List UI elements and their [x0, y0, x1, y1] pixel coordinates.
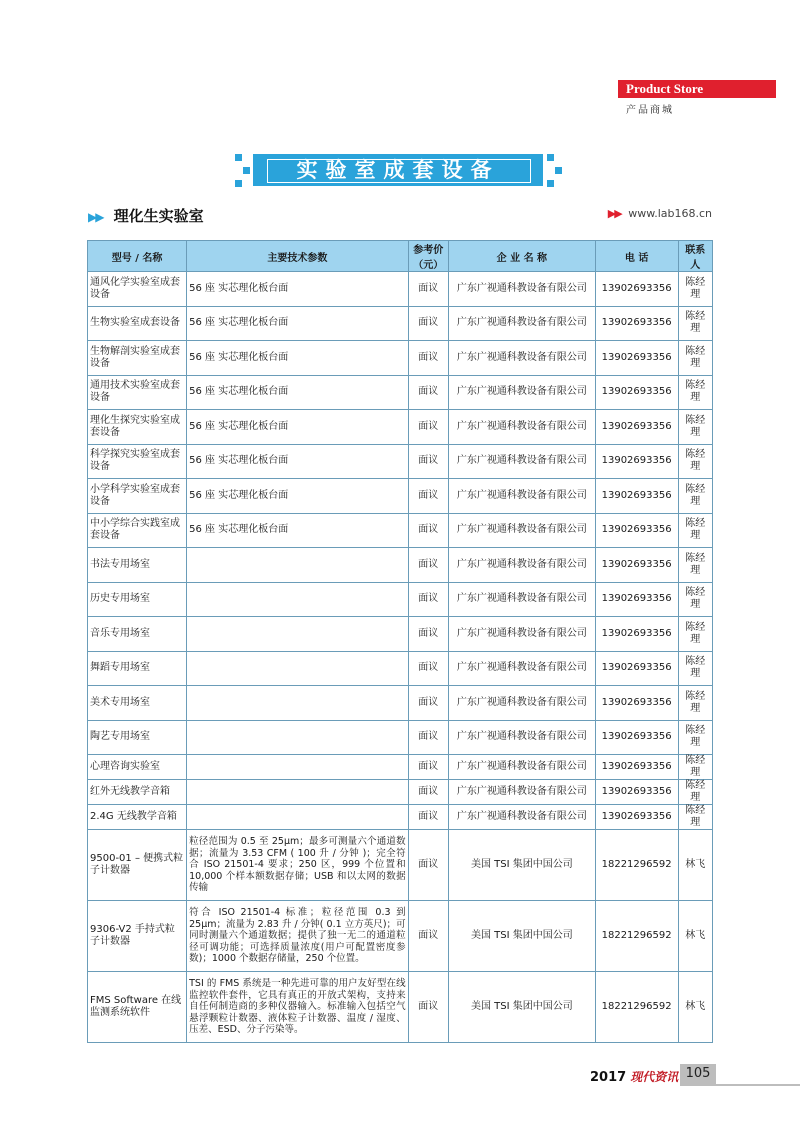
table-header-row: [88, 241, 713, 272]
row-price: 面议: [408, 805, 448, 830]
row-contact: 陈经理: [678, 617, 712, 652]
footer-year: 2017: [590, 1070, 627, 1085]
row-company: 广东广视通科教设备有限公司: [449, 651, 596, 686]
row-spec: 56 座 实芯理化板台面: [187, 444, 408, 479]
row-phone: 13902693356: [595, 755, 678, 780]
banner-square: [235, 180, 242, 187]
row-name: 中小学综合实践室成套设备: [88, 513, 187, 548]
product-store-subtitle: 产品商城: [626, 105, 674, 116]
row-contact: 陈经理: [678, 720, 712, 755]
row-phone: 13902693356: [595, 617, 678, 652]
table-row: [88, 720, 713, 755]
page-number: 105: [680, 1064, 716, 1084]
row-contact: 林飞: [678, 972, 712, 1043]
footer-magazine: 现代资讯: [630, 1070, 679, 1084]
row-name: 2.4G 无线教学音箱: [88, 805, 187, 830]
header-price: 参考价（元）: [408, 241, 448, 272]
row-phone: 13902693356: [595, 686, 678, 721]
row-phone: 13902693356: [595, 582, 678, 617]
row-company: 广东广视通科教设备有限公司: [449, 341, 596, 376]
row-spec: 粒径范围为 0.5 至 25μm；最多可测量六个通道数据；流量为 3.53 CFM ( 100 升 / 分钟 )；完全符合 ISO 21501-4 要求；250 区，999 个位置和 10,000 个样本额数据存储；USB 和以太网的数据传输: [187, 830, 408, 901]
row-company: 广东广视通科教设备有限公司: [449, 410, 596, 445]
table-row: [88, 617, 713, 652]
double-chevron-icon: ▶▶: [607, 207, 621, 220]
banner-square: [235, 154, 242, 161]
row-contact: 陈经理: [678, 686, 712, 721]
row-company: 广东广视通科教设备有限公司: [449, 272, 596, 307]
row-contact: 陈经理: [678, 410, 712, 445]
row-contact: 陈经理: [678, 780, 712, 805]
row-spec: TSI 的 FMS 系统是一种先进可靠的用户友好型在线监控软件套件，它具有真正的开放式架构，支持来自任何制造商的多种仪器输入。标准输入包括空气悬浮颗粒计数器、液体粒子计数器、温度 / 湿度、压差、ESD、分子污染等。: [187, 972, 408, 1043]
row-phone: 18221296592: [595, 972, 678, 1043]
row-phone: 18221296592: [595, 830, 678, 901]
table-row: [88, 686, 713, 721]
table-row: [88, 972, 713, 1043]
product-store-bar: [618, 80, 776, 98]
row-company: 广东广视通科教设备有限公司: [449, 686, 596, 721]
row-price: 面议: [408, 548, 448, 583]
row-company: 美国 TSI 集团中国公司: [449, 972, 596, 1043]
row-price: 面议: [408, 830, 448, 901]
table-row: [88, 780, 713, 805]
banner-square: [547, 180, 554, 187]
row-company: 广东广视通科教设备有限公司: [449, 513, 596, 548]
header-name: 型号 / 名称: [88, 241, 187, 272]
row-name: 生物解剖实验室成套设备: [88, 341, 187, 376]
row-contact: 林飞: [678, 830, 712, 901]
header-spec: 主要技术参数: [187, 241, 408, 272]
row-spec: [187, 755, 408, 780]
banner-square: [243, 167, 250, 174]
row-contact: 陈经理: [678, 479, 712, 514]
header-contact: 联系人: [678, 241, 712, 272]
header-company: 企 业 名 称: [449, 241, 596, 272]
banner-title: 实验室成套设备: [296, 158, 500, 182]
row-name: 历史专用场室: [88, 582, 187, 617]
row-contact: 陈经理: [678, 375, 712, 410]
row-name: 科学探究实验室成套设备: [88, 444, 187, 479]
row-company: 广东广视通科教设备有限公司: [449, 306, 596, 341]
row-company: 广东广视通科教设备有限公司: [449, 720, 596, 755]
row-phone: 13902693356: [595, 410, 678, 445]
row-spec: 56 座 实芯理化板台面: [187, 479, 408, 514]
row-company: 广东广视通科教设备有限公司: [449, 479, 596, 514]
table-row: [88, 513, 713, 548]
row-phone: 13902693356: [595, 479, 678, 514]
row-contact: 陈经理: [678, 306, 712, 341]
row-phone: 13902693356: [595, 720, 678, 755]
row-name: 9306-V2 手持式粒子计数器: [88, 901, 187, 972]
table-row: [88, 479, 713, 514]
row-spec: [187, 582, 408, 617]
row-price: 面议: [408, 272, 448, 307]
row-price: 面议: [408, 410, 448, 445]
row-name: 音乐专用场室: [88, 617, 187, 652]
row-phone: 13902693356: [595, 341, 678, 376]
row-company: 美国 TSI 集团中国公司: [449, 830, 596, 901]
table-row: [88, 755, 713, 780]
row-spec: [187, 548, 408, 583]
table-row: [88, 805, 713, 830]
row-price: 面议: [408, 582, 448, 617]
row-name: 小学科学实验室成套设备: [88, 479, 187, 514]
row-phone: 13902693356: [595, 805, 678, 830]
row-phone: 18221296592: [595, 901, 678, 972]
row-spec: 56 座 实芯理化板台面: [187, 513, 408, 548]
row-contact: 陈经理: [678, 755, 712, 780]
row-company: 广东广视通科教设备有限公司: [449, 617, 596, 652]
row-phone: 13902693356: [595, 513, 678, 548]
row-price: 面议: [408, 901, 448, 972]
row-contact: 林飞: [678, 901, 712, 972]
table-row: [88, 375, 713, 410]
row-name: 通用技术实验室成套设备: [88, 375, 187, 410]
row-company: 广东广视通科教设备有限公司: [449, 582, 596, 617]
row-phone: 13902693356: [595, 272, 678, 307]
double-chevron-icon: ▶▶: [88, 210, 103, 224]
row-phone: 13902693356: [595, 548, 678, 583]
row-price: 面议: [408, 720, 448, 755]
table-row: [88, 901, 713, 972]
row-spec: [187, 805, 408, 830]
row-price: 面议: [408, 306, 448, 341]
row-name: 心理咨询实验室: [88, 755, 187, 780]
row-name: 陶艺专用场室: [88, 720, 187, 755]
product-table: [87, 240, 713, 1043]
row-name: 生物实验室成套设备: [88, 306, 187, 341]
row-contact: 陈经理: [678, 651, 712, 686]
table-row: [88, 444, 713, 479]
row-name: 理化生探究实验室成套设备: [88, 410, 187, 445]
row-price: 面议: [408, 513, 448, 548]
row-spec: 56 座 实芯理化板台面: [187, 375, 408, 410]
row-company: 广东广视通科教设备有限公司: [449, 805, 596, 830]
table-row: [88, 410, 713, 445]
row-phone: 13902693356: [595, 651, 678, 686]
row-price: 面议: [408, 755, 448, 780]
row-contact: 陈经理: [678, 805, 712, 830]
site-url[interactable]: [608, 207, 712, 220]
row-name: 通风化学实验室成套设备: [88, 272, 187, 307]
row-price: 面议: [408, 341, 448, 376]
row-company: 广东广视通科教设备有限公司: [449, 444, 596, 479]
row-spec: [187, 651, 408, 686]
banner-square: [555, 167, 562, 174]
row-name: 书法专用场室: [88, 548, 187, 583]
row-price: 面议: [408, 375, 448, 410]
row-contact: 陈经理: [678, 582, 712, 617]
row-company: 美国 TSI 集团中国公司: [449, 901, 596, 972]
row-name: 红外无线教学音箱: [88, 780, 187, 805]
header-phone: 电 话: [595, 241, 678, 272]
row-price: 面议: [408, 651, 448, 686]
row-contact: 陈经理: [678, 444, 712, 479]
row-spec: [187, 720, 408, 755]
row-spec: [187, 617, 408, 652]
row-price: 面议: [408, 617, 448, 652]
row-spec: 56 座 实芯理化板台面: [187, 306, 408, 341]
section-heading: [88, 205, 204, 225]
row-phone: 13902693356: [595, 444, 678, 479]
row-price: 面议: [408, 479, 448, 514]
row-spec: 56 座 实芯理化板台面: [187, 272, 408, 307]
row-price: 面议: [408, 780, 448, 805]
row-contact: 陈经理: [678, 548, 712, 583]
row-spec: 56 座 实芯理化板台面: [187, 410, 408, 445]
row-phone: 13902693356: [595, 306, 678, 341]
page-footer: [590, 1066, 711, 1085]
row-contact: 陈经理: [678, 513, 712, 548]
table-row: [88, 651, 713, 686]
row-name: 美术专用场室: [88, 686, 187, 721]
banner-square: [547, 154, 554, 161]
row-price: 面议: [408, 686, 448, 721]
row-company: 广东广视通科教设备有限公司: [449, 755, 596, 780]
site-url-text: www.lab168.cn: [628, 207, 712, 220]
section-title: 理化生实验室: [113, 207, 204, 225]
row-name: 舞蹈专用场室: [88, 651, 187, 686]
row-company: 广东广视通科教设备有限公司: [449, 375, 596, 410]
table-row: [88, 582, 713, 617]
row-contact: 陈经理: [678, 341, 712, 376]
table-row: [88, 341, 713, 376]
table-row: [88, 272, 713, 307]
row-price: 面议: [408, 444, 448, 479]
row-contact: 陈经理: [678, 272, 712, 307]
row-company: 广东广视通科教设备有限公司: [449, 780, 596, 805]
row-name: FMS Software 在线监测系统软件: [88, 972, 187, 1043]
table-row: [88, 306, 713, 341]
row-company: 广东广视通科教设备有限公司: [449, 548, 596, 583]
table-row: [88, 830, 713, 901]
footer-rule: [680, 1084, 800, 1086]
row-spec: [187, 780, 408, 805]
product-store-label: Product Store: [626, 81, 704, 96]
row-spec: 符合 ISO 21501-4 标准；粒径范围 0.3 到 25μm；流量为 2.83 升 / 分钟( 0.1 立方英尺)；可同时测量六个通道数据；提供了独一无二的通道粒径可调功能；可选择质量浓度(用户可配置密度参数)；1000 个数据存储量，250 个位置。: [187, 901, 408, 972]
row-spec: 56 座 实芯理化板台面: [187, 341, 408, 376]
row-phone: 13902693356: [595, 375, 678, 410]
row-name: 9500-01 – 便携式粒子计数器: [88, 830, 187, 901]
row-price: 面议: [408, 972, 448, 1043]
row-spec: [187, 686, 408, 721]
table-row: [88, 548, 713, 583]
row-phone: 13902693356: [595, 780, 678, 805]
section-banner: [235, 150, 565, 192]
